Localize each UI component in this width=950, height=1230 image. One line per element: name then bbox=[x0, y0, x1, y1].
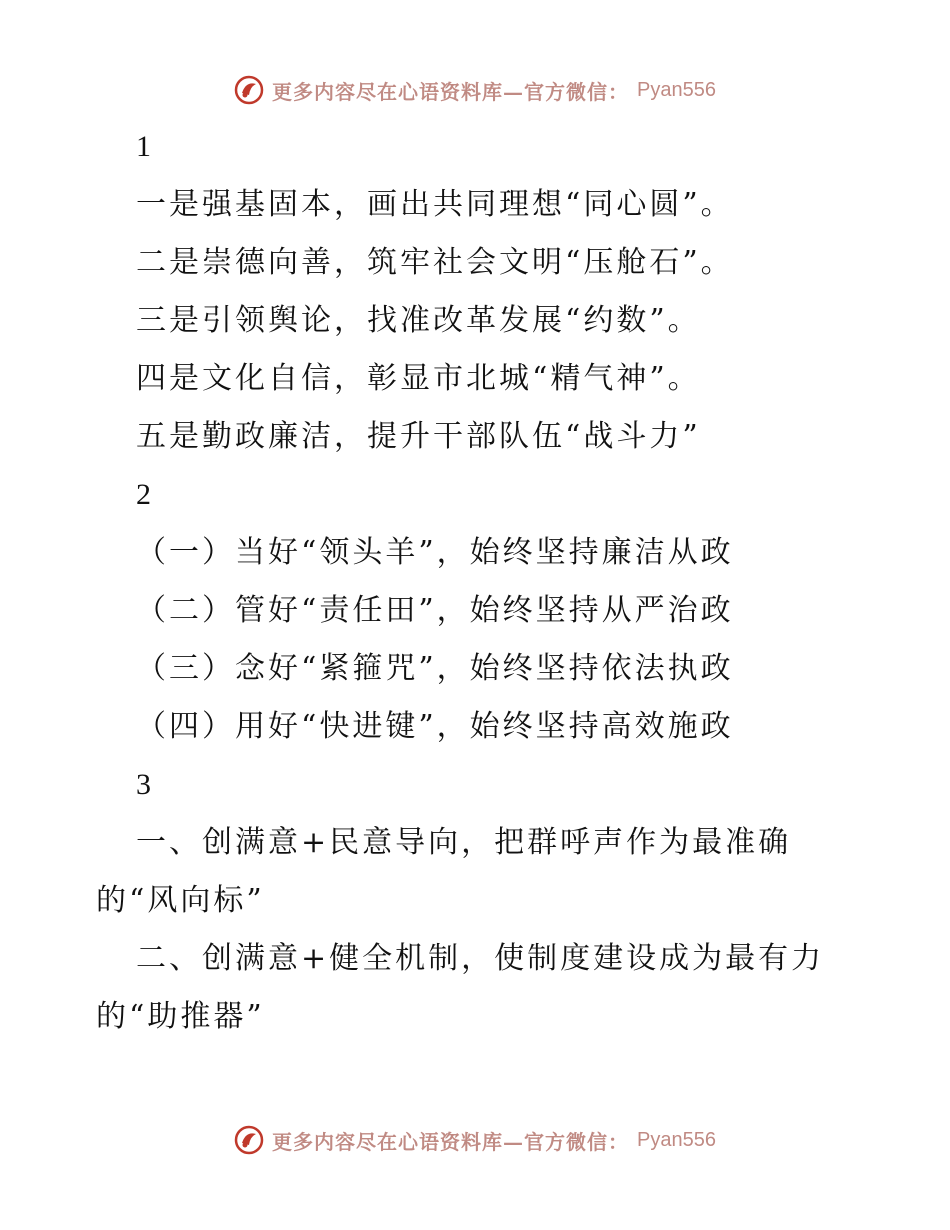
list-item: 二是崇德向善，筑牢社会文明“压舱石”。 bbox=[136, 245, 734, 280]
footer-banner bbox=[0, 1120, 950, 1160]
header-banner-text: 更多内容尽在心语资料库—官方微信： bbox=[272, 79, 630, 104]
header-banner bbox=[0, 70, 950, 110]
red-swirl-logo-icon bbox=[234, 75, 264, 105]
list-item: （二）管好“责任田”，始终坚持从严治政 bbox=[136, 593, 734, 628]
header-banner-wechat-id: Pyan556 bbox=[637, 78, 716, 101]
red-swirl-logo-icon bbox=[234, 1125, 264, 1155]
list-item: （四）用好“快进键”，始终坚持高效施政 bbox=[136, 709, 734, 744]
list-item: 五是勤政廉洁，提升干部队伍“战斗力” bbox=[136, 419, 701, 454]
paragraph-line: 的“助推器” bbox=[96, 999, 265, 1034]
list-item: （三）念好“紧箍咒”，始终坚持依法执政 bbox=[136, 651, 734, 686]
list-item: 三是引领舆论，找准改革发展“约数”。 bbox=[136, 303, 701, 338]
section-number: 2 bbox=[136, 478, 151, 511]
list-item: （一）当好“领头羊”，始终坚持廉洁从政 bbox=[136, 535, 734, 570]
section-number: 1 bbox=[136, 130, 151, 163]
footer-banner-wechat-id: Pyan556 bbox=[637, 1128, 716, 1151]
paragraph-line: 二、创满意+健全机制，使制度建设成为最有力 bbox=[136, 941, 825, 976]
paragraph-line: 的“风向标” bbox=[96, 883, 265, 918]
section-number: 3 bbox=[136, 768, 151, 801]
list-item: 四是文化自信，彰显市北城“精气神”。 bbox=[136, 361, 701, 396]
list-item: 一是强基固本，画出共同理想“同心圆”。 bbox=[136, 187, 734, 222]
paragraph-line: 一、创满意+民意导向，把群呼声作为最准确 bbox=[136, 825, 792, 860]
document-body bbox=[96, 118, 876, 1046]
footer-banner-text: 更多内容尽在心语资料库—官方微信： bbox=[272, 1129, 630, 1154]
